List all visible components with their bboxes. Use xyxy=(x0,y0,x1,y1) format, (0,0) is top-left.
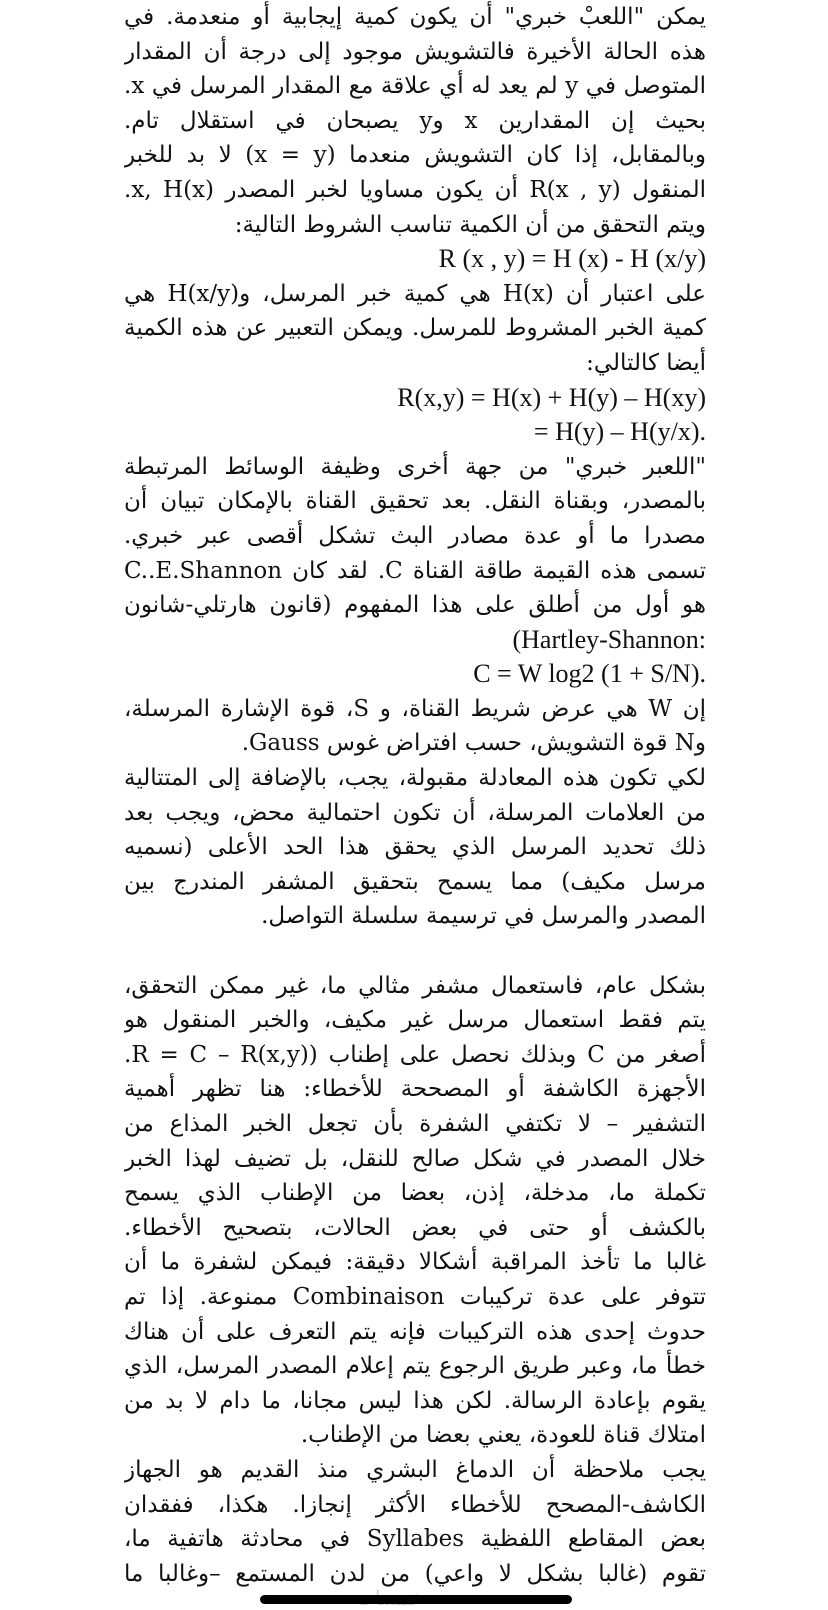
text-line: تكملة ما، مدخلة، إذن، بعضا من الإطناب الذي يسمح xyxy=(124,1180,706,1207)
text-line: وبالمقابل، إذا كان التشويش منعدما (x = y) لا بد للخبر xyxy=(124,142,706,169)
equation: = H(y) – H(y/x). xyxy=(533,417,706,447)
text-line: يتم فقط استعمال مرسل غير مكيف، والخبر المنقول هو xyxy=(124,1007,706,1034)
text-line: وN قوة التشويش، حسب افتراض غوس Gauss. xyxy=(241,730,706,757)
text-line: ذلك تحديد المرسل الذي يحقق هذا الحد الأعلى (نسميه xyxy=(124,834,706,861)
text-line: بعض المقاطع اللفظية Syllabes في محادثة هاتفية ما، xyxy=(124,1526,706,1553)
text-line: هو أول من أطلق على هذا المفهوم (قانون هارتلي-شانون xyxy=(124,592,706,619)
text-line: هذه الحالة الأخيرة فالتشويش موجود إلى درجة أن المقدار xyxy=(124,38,706,65)
text-line: حدوث إحدى هذه التركيبات فإنه يتم التعرف على أن هناك xyxy=(124,1318,706,1345)
text-line: امتلاك قناة للعودة، يعني بعضا من الإطناب. xyxy=(300,1422,706,1449)
text-line: التشفير – لا تكتفي الشفرة بأن تجعل الخبر المذاع من xyxy=(124,1111,706,1137)
text-line: مرسل مكيف) مما يسمح بتحقيق المشفر المندرج بين xyxy=(124,868,706,895)
text-line: غالبا ما تأخذ المراقبة أشكالا دقيقة: فيمكن لشفرة ما أن xyxy=(124,1249,706,1276)
equation: R(x,y) = H(x) + H(y) – H(xy) xyxy=(397,382,706,412)
text-line: يجب ملاحظة أن الدماغ البشري منذ القديم هو الجهاز xyxy=(124,1456,706,1483)
text-line: على اعتبار أن H(x) هي كمية خبر المرسل، وH(x/y) هي xyxy=(124,280,706,307)
text-line: مصدرا ما أو عدة مصادر البث تشكل أقصى عبر خبري. xyxy=(124,522,706,549)
text-line: بشكل عام، فاستعمال مشفر مثالي ما، غير ممكن التحقق، xyxy=(124,972,706,999)
text-line: كمية الخبر المشروط للمرسل. ويمكن التعبير عن هذه الكمية xyxy=(124,315,706,342)
text-line: بالمصدر، وبقناة النقل. بعد تحقيق القناة بالإمكان تبيان أن xyxy=(124,488,706,515)
document-page xyxy=(124,0,706,1591)
paragraph-gap xyxy=(124,934,706,969)
text-line: المصدر والمرسل في ترسيمة سلسلة التواصل. xyxy=(261,903,706,930)
text-line: (Hartley-Shannon: xyxy=(512,624,706,654)
text-line: خطأ ما، وعبر طريق الرجوع يتم إعلام المصدر المرسل، الذي xyxy=(124,1353,706,1380)
text-line: الأجهزة الكاشفة أو المصححة للأخطاء: هنا تظهر أهمية xyxy=(124,1076,706,1103)
text-line: يمكن "اللعبْ خبري" أن يكون كمية إيجابية أو منعدمة. في xyxy=(124,4,706,30)
text-line: المتوصل في y لم يعد له أي علاقة مع المقدار المرسل في x. xyxy=(124,73,706,100)
text-line: لكي تكون هذه المعادلة مقبولة، يجب، بالإضافة إلى المتتالية xyxy=(124,765,706,792)
text-line: يقوم بإعادة الرسالة. لكن هذا ليس مجانا، ما دام لا بد من xyxy=(124,1387,706,1414)
text-line: "اللعبر خبري" من جهة أخرى وظيفة الوسائط المرتبطة xyxy=(124,453,706,480)
text-line: الكاشف-المصحح للأخطاء الأكثر إنجازا. هكذا، ففقدان xyxy=(124,1491,706,1518)
text-line: بحيث إن المقدارين x وy يصبحان في استقلال تام. xyxy=(124,107,706,134)
text-line: إن W هي عرض شريط القناة، و S، قوة الإشارة المرسلة، xyxy=(124,695,706,722)
text-line: بالكشف أو حتى في بعض الحالات، بتصحيح الأخطاء. xyxy=(124,1214,706,1241)
text-line: ويتم التحقق من أن الكمية تناسب الشروط التالية: xyxy=(234,211,706,238)
home-indicator[interactable] xyxy=(260,1595,572,1604)
equation: C = W log2 (1 + S/N). xyxy=(473,659,706,689)
text-line: أصغر من C وبذلك نحصل على إطناب ((R = C – R(x,y. xyxy=(124,1041,706,1068)
text-line: تسمى هذه القيمة طاقة القناة C. لقد كان C..E.Shannon xyxy=(124,557,706,584)
text-line: من العلامات المرسلة، أن تكون احتمالية محض، ويجب بعد xyxy=(124,799,706,826)
equation: R (x , y) = H (x) - H (x/y) xyxy=(438,244,706,274)
text-line: أيضا كالتالي: xyxy=(586,349,706,376)
text-line: المنقول R(x , y) أن يكون مساويا لخبر المصدر x, H(x). xyxy=(124,176,706,203)
text-line: تتوفر على عدة تركيبات Combinaison ممنوعة. إذا تم xyxy=(124,1283,706,1310)
text-line: تقوم (غالبا بشكل لا واعي) من لدن المستمع –وغالبا ما xyxy=(124,1560,706,1587)
text-line: خلال المصدر في شكل صالح للنقل، بل تضيف لهذا الخبر xyxy=(124,1145,706,1172)
